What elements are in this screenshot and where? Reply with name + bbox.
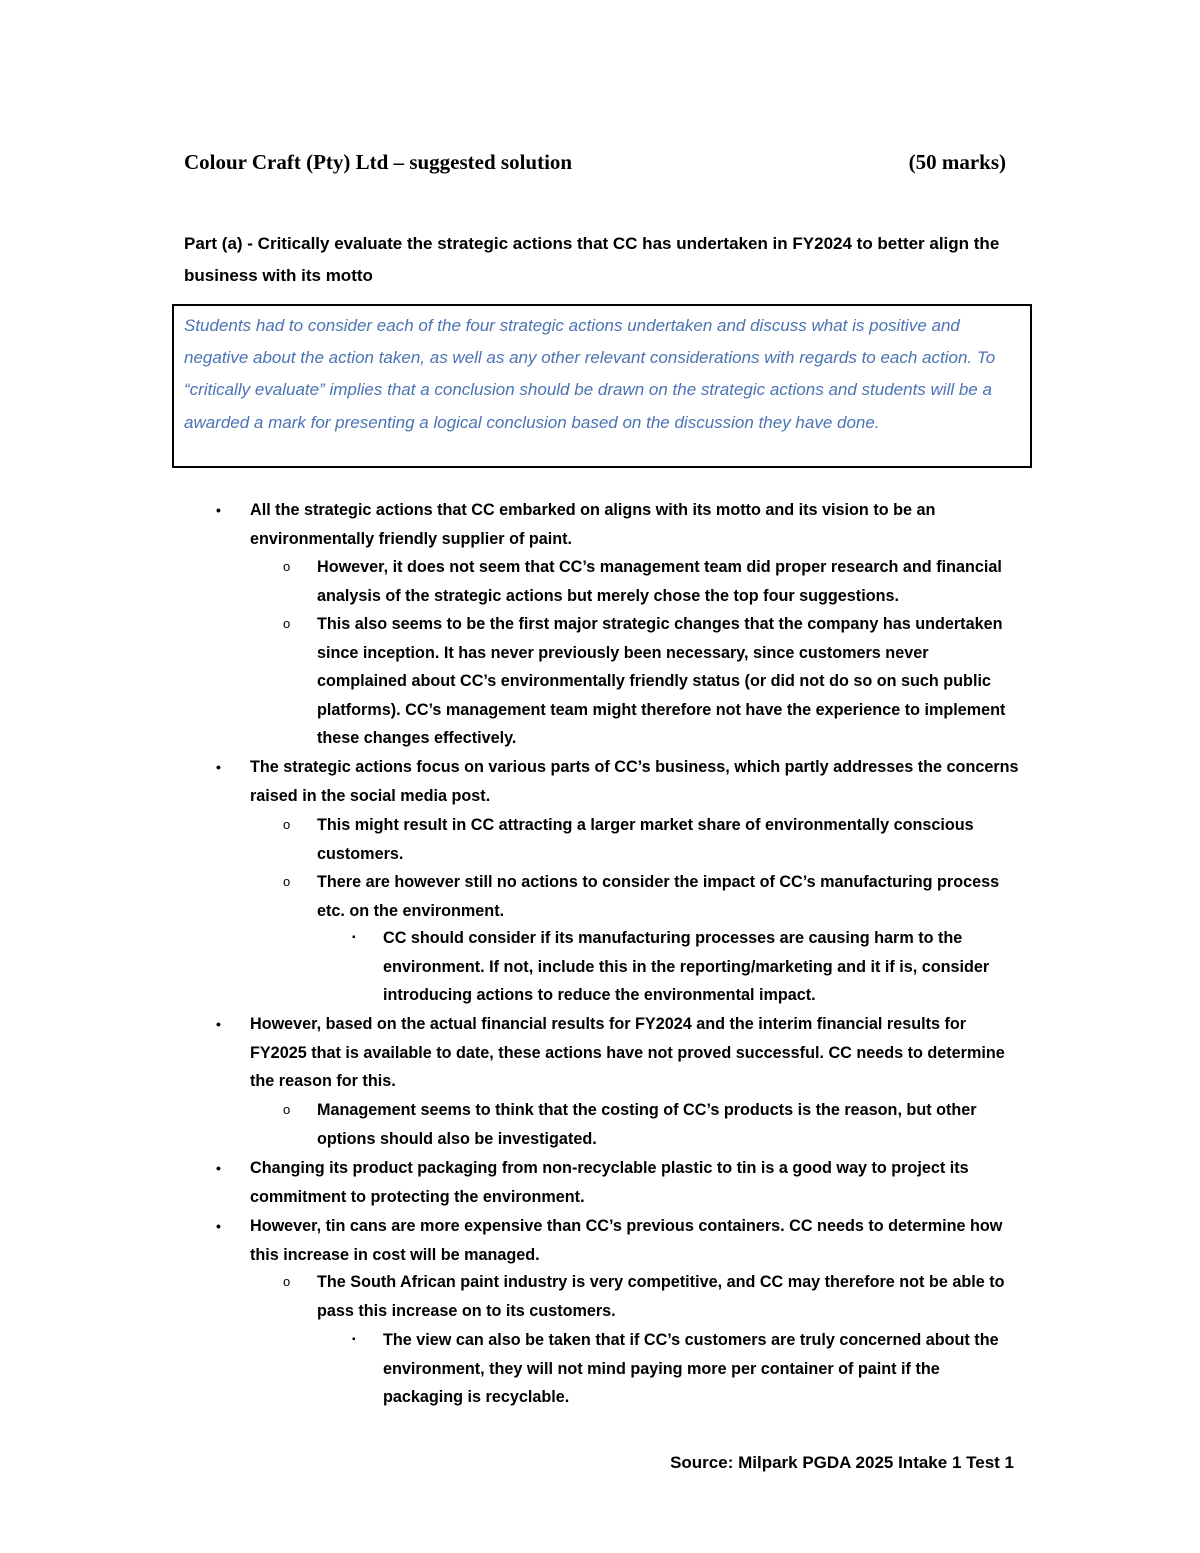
bullet-square: ▪ <box>352 1334 356 1345</box>
bullet-disc: • <box>216 1160 221 1176</box>
list-item-text: However, based on the actual financial results for FY2024 and the interim financial results for FY2025 that is available to date, these actions have not proved successful. CC needs to determine the reason for this. <box>250 1015 1005 1090</box>
list-item <box>352 1326 1020 1412</box>
bullet-circle: o <box>283 1102 291 1117</box>
marker-guidance-box <box>172 304 1032 468</box>
total-marks: (50 marks) <box>908 150 1006 174</box>
list-item-text: However, it does not seem that CC’s management team did proper research and financial analysis of the strategic actions but merely chose the top four suggestions. <box>317 558 1002 605</box>
list-item-text: The strategic actions focus on various parts of CC’s business, which partly addresses the concerns raised in the social media post. <box>250 758 1019 805</box>
list-item <box>283 811 1020 868</box>
part-a-heading: Part (a) - Critically evaluate the strategic actions that CC has undertaken in FY2024 to better align the business with its motto <box>184 234 1000 285</box>
list-item-text: However, tin cans are more expensive than CC’s previous containers. CC needs to determine how this increase in cost will be managed. <box>250 1217 1003 1264</box>
bullet-circle: o <box>283 817 291 832</box>
marker-guidance-text: Students had to consider each of the four strategic actions undertaken and discuss what is positive and negative about the action taken, as well as any other relevant considerations with regards to each action. To “critically evaluate” implies that a conclusion should be drawn on the strategic actions and students will be a awarded a mark for presenting a logical conclusion based on the discussion they have done. <box>184 316 996 432</box>
title-row <box>184 150 1006 182</box>
list-item-text: All the strategic actions that CC embarked on aligns with its motto and its vision to be an environmentally friendly supplier of paint. <box>250 501 936 548</box>
list-item <box>283 868 1020 925</box>
list-item-text: CC should consider if its manufacturing processes are causing harm to the environment. If not, include this in the reporting/marketing and it if is, consider introducing actions to reduce the environmental impact. <box>383 929 990 1004</box>
bullet-disc: • <box>216 1016 221 1032</box>
list-item-text: Changing its product packaging from non-recyclable plastic to tin is a good way to project its commitment to protecting the environment. <box>250 1159 969 1206</box>
list-item <box>216 753 1020 810</box>
list-item-text: This might result in CC attracting a larger market share of environmentally conscious customers. <box>317 816 974 863</box>
list-item <box>216 496 1020 553</box>
list-item <box>283 1268 1020 1325</box>
list-item <box>216 1010 1020 1096</box>
bullet-square: ▪ <box>352 932 356 943</box>
list-item-text: The South African paint industry is very competitive, and CC may therefore not be able to pass this increase on to its customers. <box>317 1273 1005 1320</box>
document-title: Colour Craft (Pty) Ltd – suggested solution <box>184 150 573 174</box>
bullet-disc: • <box>216 502 221 518</box>
list-item-text: The view can also be taken that if CC’s customers are truly concerned about the environment, they will not mind paying more per container of paint if the packaging is recyclable. <box>383 1331 999 1406</box>
list-item <box>283 610 1020 753</box>
list-item <box>283 553 1020 610</box>
bullet-disc: • <box>216 1218 221 1234</box>
bullet-circle: o <box>283 874 291 889</box>
list-item <box>352 924 1020 1010</box>
list-item-text: There are however still no actions to consider the impact of CC’s manufacturing process etc. on the environment. <box>317 873 1000 920</box>
list-item-text: This also seems to be the first major strategic changes that the company has undertaken since inception. It has never previously been necessary, since customers never complained about CC’s environmentally friendly status (or did not do so on such public platforms). CC’s management team might therefore not have the experience to implement these changes effectively. <box>317 615 1006 747</box>
list-item <box>216 1212 1020 1269</box>
list-item <box>216 1154 1020 1211</box>
bullet-circle: o <box>283 616 291 631</box>
source-footer: Source: Milpark PGDA 2025 Intake 1 Test 1 <box>670 1453 1014 1472</box>
bullet-circle: o <box>283 1274 291 1289</box>
list-item-text: Management seems to think that the costing of CC’s products is the reason, but other options should also be investigated. <box>317 1101 977 1148</box>
bullet-circle: o <box>283 559 291 574</box>
bullet-disc: • <box>216 759 221 775</box>
list-item <box>283 1096 1020 1153</box>
